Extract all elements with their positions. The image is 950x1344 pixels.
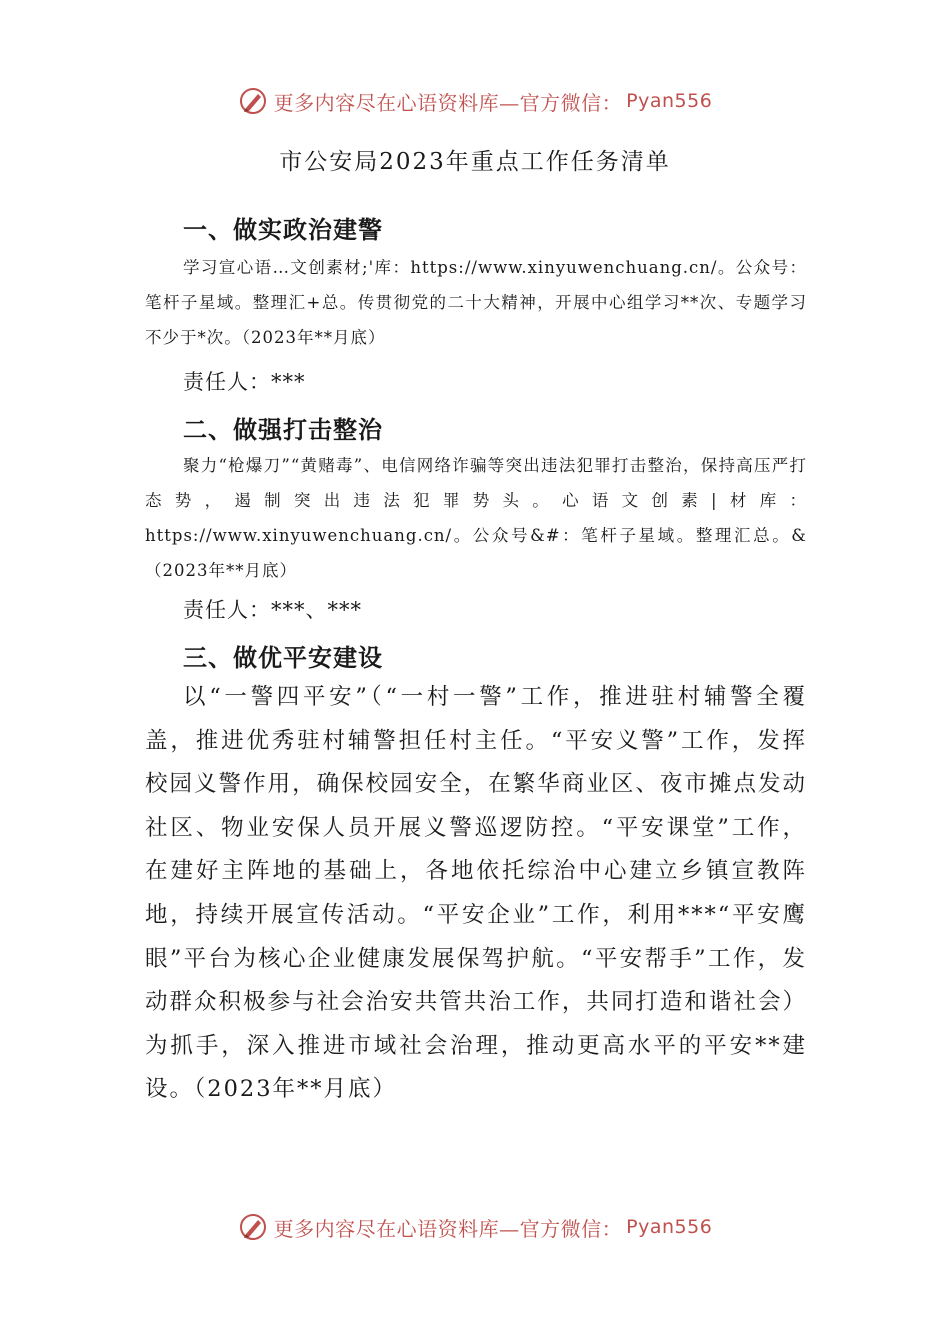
document-title: 市公安局2023年重点工作任务清单	[279, 149, 671, 175]
watermark-text: 更多内容尽在心语资料库—官方微信：	[273, 1216, 623, 1241]
watermark-wechat-id: Pyan556	[626, 90, 713, 112]
watermark-wechat-id: Pyan556	[626, 1216, 713, 1238]
section-responsible-1: 责任人：***	[183, 370, 306, 394]
section-responsible-2: 责任人：***、***	[183, 598, 362, 622]
section-heading-3: 三、做优平安建设	[183, 644, 383, 672]
section-body-2: 聚力“枪爆刀”“黄赌毒”、电信网络诈骗等突出违法犯罪打击整治，保持高压严打态势，遏制突出违法犯罪势头。心语文创素|材库：https://www.xinyuwenchuang.cn/。公众号&#：笔杆子星域。整理汇总。&（2023年**月底）	[145, 456, 807, 580]
section-body-1: 学习宣心语…文创素材;'库：https://www.xinyuwenchuang.cn/。公众号：笔杆子星域。整理汇+总。传贯彻党的二十大精神，开展中心组学习**次、专题学习不少于*次。（2023年**月底）	[145, 258, 807, 347]
watermark-banner-bottom	[0, 1212, 950, 1242]
section-body-3: 以“一警四平安”（“一村一警”工作，推进驻村辅警全覆盖，推进优秀驻村辅警担任村主任。“平安义警”工作，发挥校园义警作用，确保校园安全，在繁华商业区、夜市摊点发动社区、物业安保人员开展义警巡逻防控。“平安课堂”工作，在建好主阵地的基础上，各地依托综治中心建立乡镇宣教阵地，持续开展宣传活动。“平安企业”工作，利用***“平安鹰眼”平台为核心企业健康发展保驾护航。“平安帮手”工作，发动群众积极参与社会治安共管共治工作，共同打造和谐社会）为抓手，深入推进市域社会治理，推动更高水平的平安**建设。（2023年**月底）	[145, 684, 807, 1103]
section-heading-1: 一、做实政治建警	[183, 216, 383, 244]
watermark-text: 更多内容尽在心语资料库—官方微信：	[273, 90, 623, 115]
watermark-banner-top	[0, 86, 950, 116]
pen-logo-icon	[238, 86, 268, 116]
pen-logo-icon	[238, 1212, 268, 1242]
section-heading-2: 二、做强打击整治	[183, 416, 383, 444]
